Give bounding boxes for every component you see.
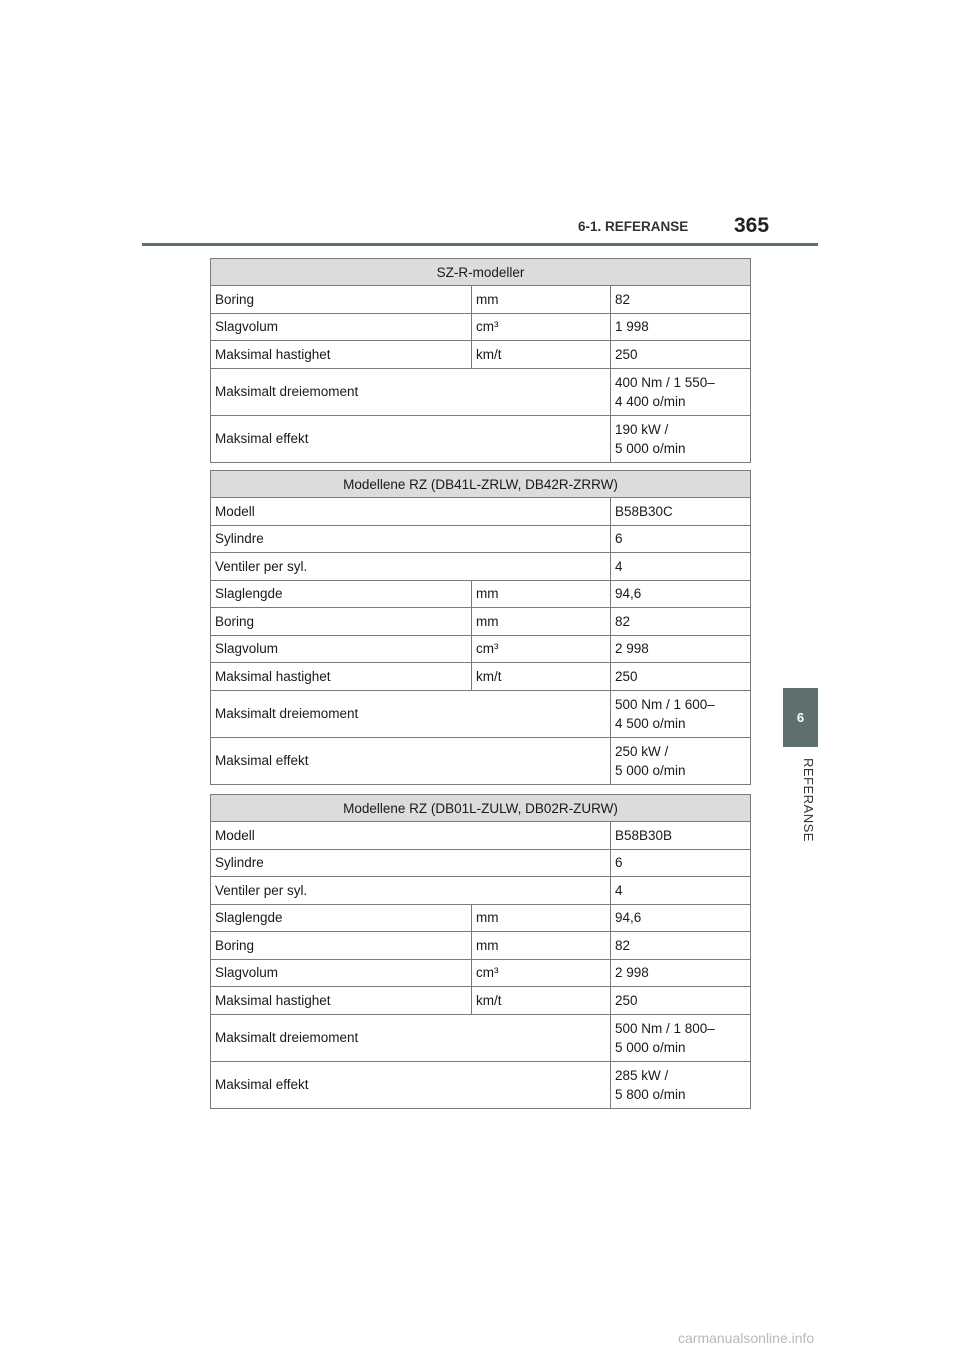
row-label: Ventiler per syl. (211, 553, 611, 581)
row-unit: mm (472, 286, 611, 314)
row-label: Maksimal effekt (211, 1061, 611, 1108)
row-label: Modell (211, 498, 611, 526)
row-unit: cm³ (472, 313, 611, 341)
row-label: Modell (211, 822, 611, 850)
row-label: Maksimalt dreiemoment (211, 368, 611, 415)
table-row (211, 904, 751, 932)
header-divider (142, 243, 818, 246)
row-unit: mm (472, 904, 611, 932)
row-value: 500 Nm / 1 600– 4 500 o/min (611, 690, 751, 737)
chapter-tab[interactable] (783, 688, 818, 747)
row-value: 250 (611, 341, 751, 369)
row-label: Boring (211, 286, 472, 314)
table-row (211, 368, 751, 415)
row-label: Maksimal hastighet (211, 987, 472, 1015)
table-row (211, 341, 751, 369)
table-row (211, 959, 751, 987)
table-caption: SZ-R-modeller (211, 259, 751, 286)
spec-table-sz-r (210, 258, 751, 463)
row-value: 4 (611, 877, 751, 905)
row-value: 500 Nm / 1 800– 5 000 o/min (611, 1014, 751, 1061)
table-row (211, 498, 751, 526)
row-value: 6 (611, 849, 751, 877)
row-label: Maksimal hastighet (211, 663, 472, 691)
row-label: Maksimal hastighet (211, 341, 472, 369)
row-label: Sylindre (211, 525, 611, 553)
table-row (211, 1061, 751, 1108)
row-label: Ventiler per syl. (211, 877, 611, 905)
row-label: Maksimalt dreiemoment (211, 690, 611, 737)
table-caption: Modellene RZ (DB01L-ZULW, DB02R-ZURW) (211, 795, 751, 822)
table-row (211, 553, 751, 581)
table-row (211, 313, 751, 341)
row-unit: mm (472, 608, 611, 636)
spec-table-rz-b58b30c (210, 470, 751, 785)
row-label: Boring (211, 608, 472, 636)
row-unit: km/t (472, 663, 611, 691)
row-value: 94,6 (611, 904, 751, 932)
row-value: 82 (611, 286, 751, 314)
row-label: Maksimal effekt (211, 415, 611, 462)
row-label: Maksimalt dreiemoment (211, 1014, 611, 1061)
table-row (211, 663, 751, 691)
row-value: 82 (611, 608, 751, 636)
table-row (211, 877, 751, 905)
page-number: 365 (734, 214, 770, 237)
row-unit: cm³ (472, 959, 611, 987)
row-value: 82 (611, 932, 751, 960)
row-value: 250 (611, 663, 751, 691)
row-value: 1 998 (611, 313, 751, 341)
chapter-tab-label: REFERANSE (801, 758, 816, 842)
table-row (211, 635, 751, 663)
table-row (211, 580, 751, 608)
row-unit: km/t (472, 987, 611, 1015)
row-unit: cm³ (472, 635, 611, 663)
row-value: B58B30C (611, 498, 751, 526)
row-unit: mm (472, 932, 611, 960)
row-label: Slaglengde (211, 904, 472, 932)
table-row (211, 737, 751, 784)
row-label: Slagvolum (211, 313, 472, 341)
row-value: 94,6 (611, 580, 751, 608)
row-value: 400 Nm / 1 550– 4 400 o/min (611, 368, 751, 415)
table-row (211, 415, 751, 462)
row-value: 2 998 (611, 635, 751, 663)
table-caption: Modellene RZ (DB41L-ZRLW, DB42R-ZRRW) (211, 471, 751, 498)
table-row (211, 690, 751, 737)
row-value: B58B30B (611, 822, 751, 850)
row-label: Sylindre (211, 849, 611, 877)
row-value: 250 kW / 5 000 o/min (611, 737, 751, 784)
table-row (211, 286, 751, 314)
row-value: 6 (611, 525, 751, 553)
row-label: Slaglengde (211, 580, 472, 608)
table-row (211, 525, 751, 553)
table-row (211, 608, 751, 636)
row-label: Boring (211, 932, 472, 960)
section-title: 6-1. REFERANSE (578, 219, 689, 234)
spec-table-rz-b58b30b (210, 794, 751, 1109)
table-row (211, 1014, 751, 1061)
table-row (211, 822, 751, 850)
row-value: 4 (611, 553, 751, 581)
row-value: 190 kW / 5 000 o/min (611, 415, 751, 462)
table-row (211, 932, 751, 960)
row-value: 285 kW / 5 800 o/min (611, 1061, 751, 1108)
table-row (211, 987, 751, 1015)
row-label: Slagvolum (211, 635, 472, 663)
chapter-tab-number: 6 (796, 710, 805, 725)
row-label: Slagvolum (211, 959, 472, 987)
row-unit: km/t (472, 341, 611, 369)
watermark-link[interactable]: carmanualsonline.info (678, 1330, 815, 1346)
row-value: 250 (611, 987, 751, 1015)
table-row (211, 849, 751, 877)
row-label: Maksimal effekt (211, 737, 611, 784)
row-value: 2 998 (611, 959, 751, 987)
row-unit: mm (472, 580, 611, 608)
